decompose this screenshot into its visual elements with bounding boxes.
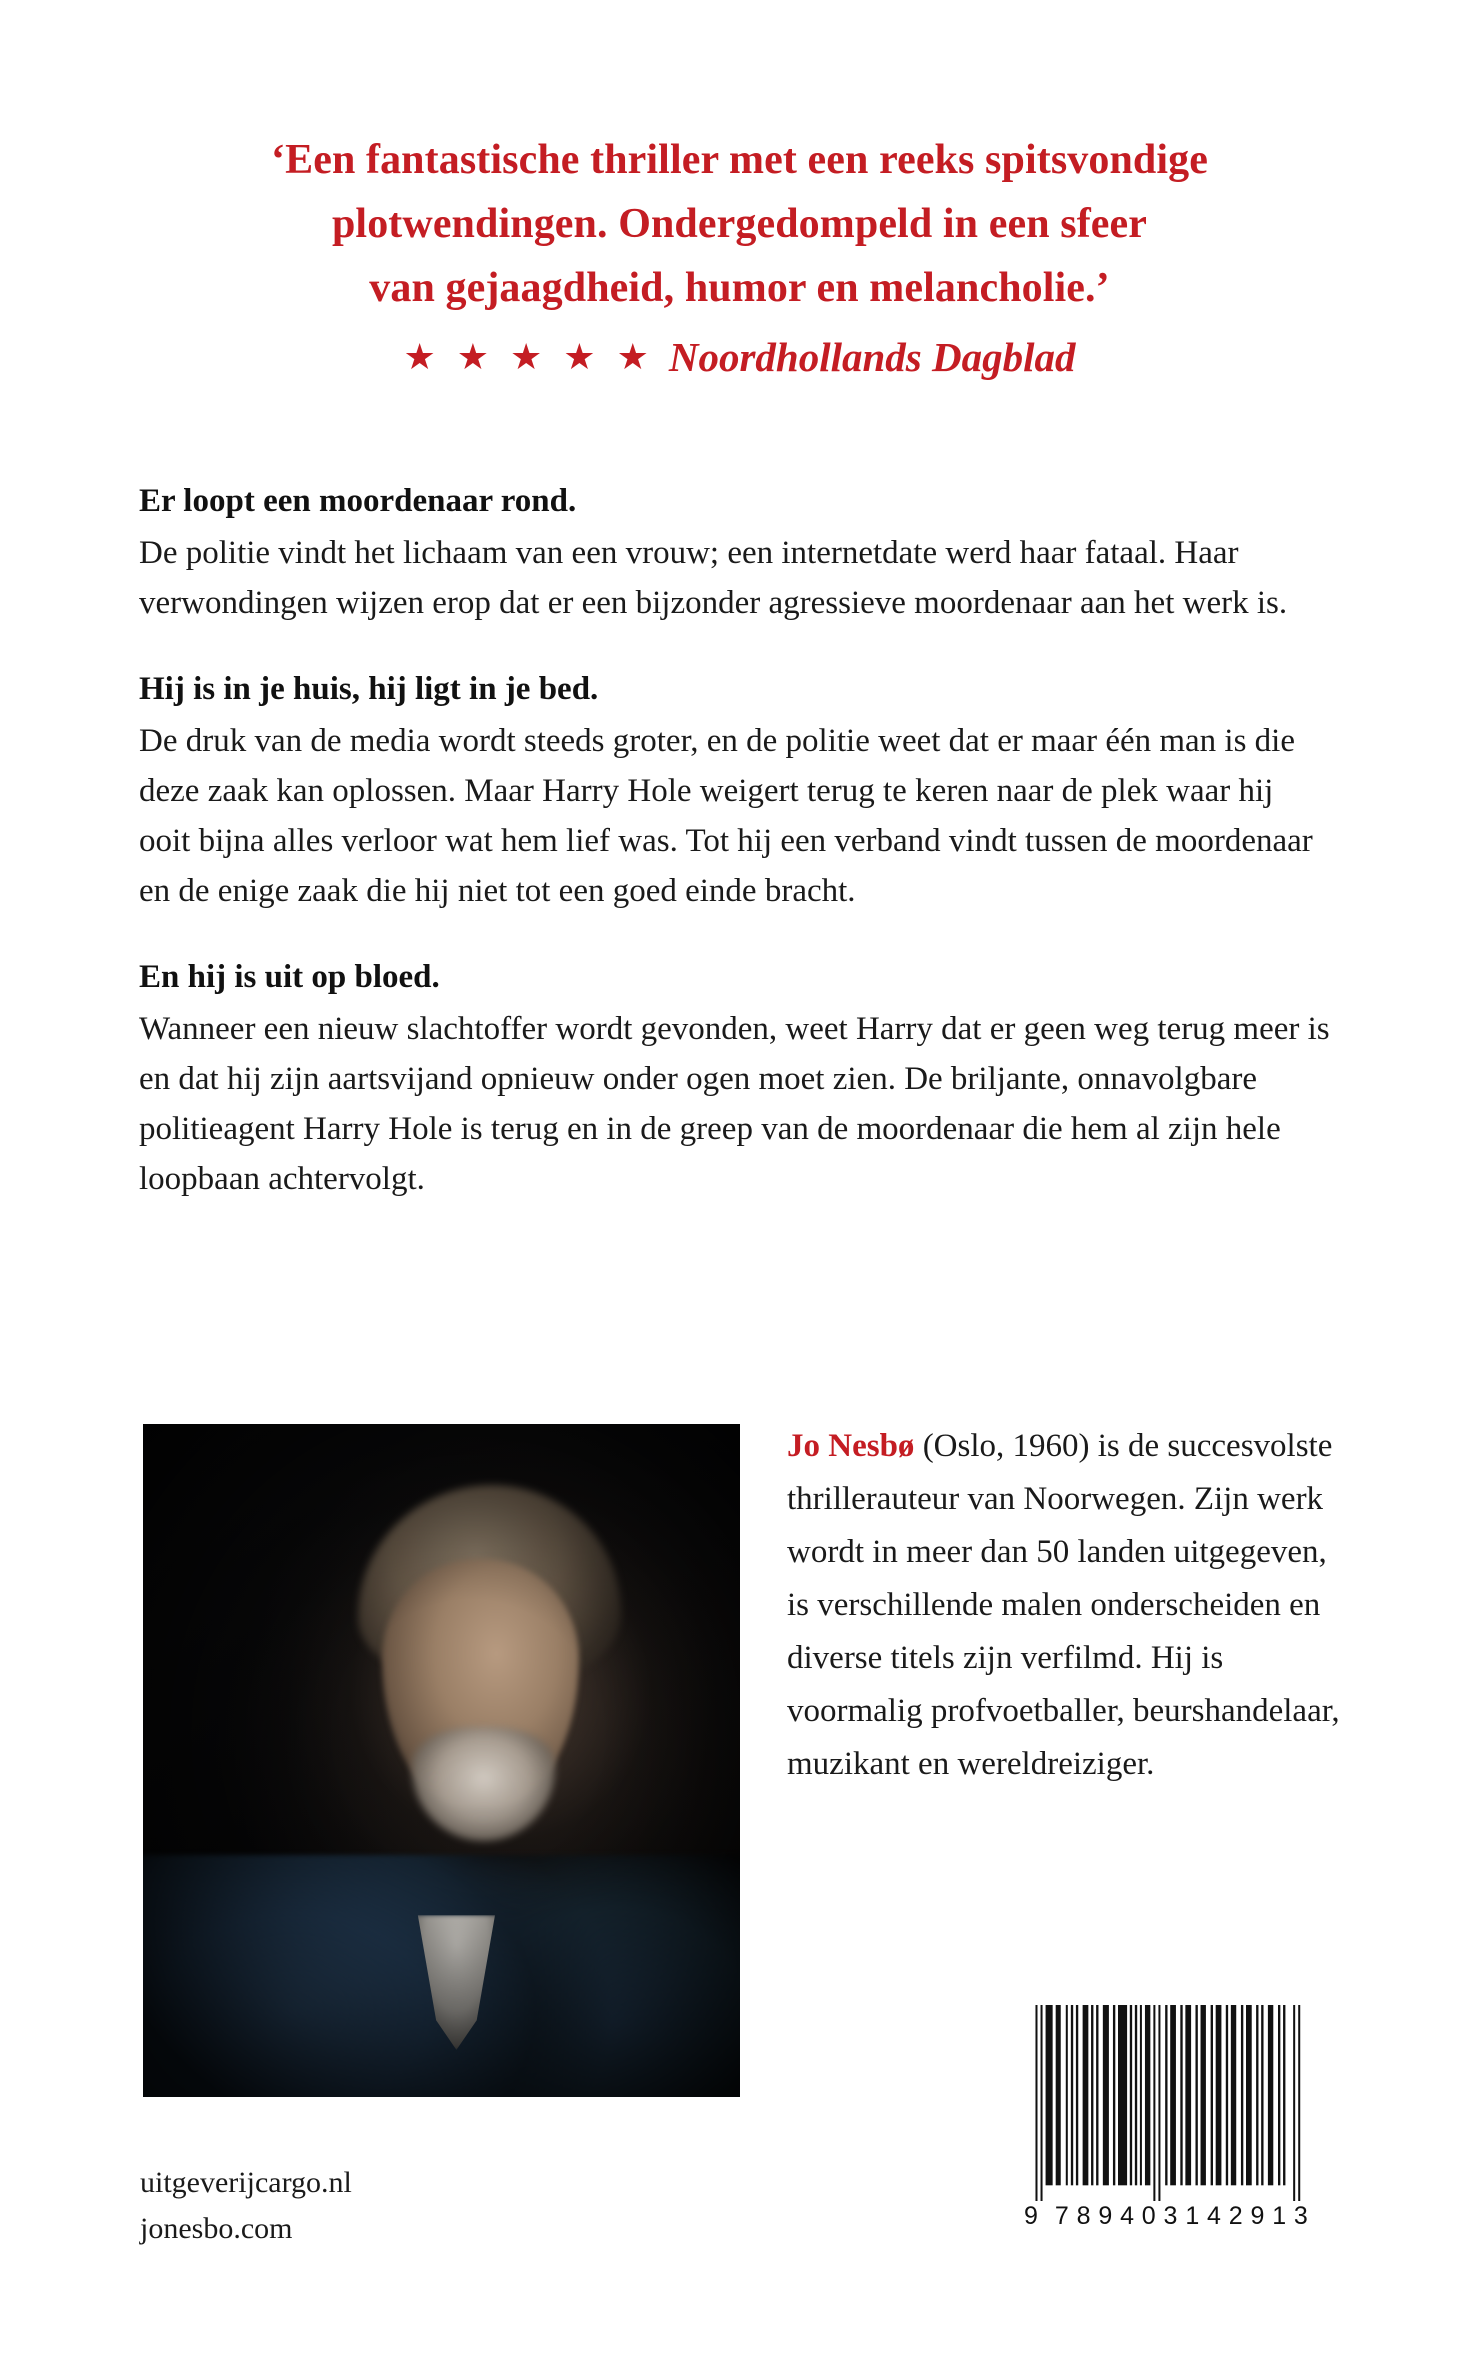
barcode-digit: 0 bbox=[1141, 2202, 1156, 2230]
blurb-text-2: De druk van de media wordt steeds groter, en de politie weet dat er maar één man is die deze zaak kan oplossen. Maar Harry Hole weigert terug te keren naar de plek waar hij ooit bijna alles verloor wat hem lief was. Tot hij een verband vindt tussen de moordenaar en de enige zaak die hij niet tot een goed einde bracht. bbox=[139, 723, 1313, 909]
barcode-digit: 8 bbox=[1076, 2202, 1091, 2230]
barcode-digit: 7 bbox=[1054, 2202, 1069, 2230]
barcode-digit: 9 bbox=[1250, 2202, 1265, 2230]
barcode-left-group bbox=[1051, 2202, 1181, 2231]
barcode-lead-digit: 9 bbox=[1024, 2202, 1038, 2230]
review-quote-line-1: ‘Een fantastische thriller met een reeks spitsvondige bbox=[271, 137, 1208, 183]
footer-links bbox=[140, 2160, 352, 2252]
barcode-tail-spacer bbox=[1312, 2202, 1342, 2231]
blurb-group-3 bbox=[139, 954, 1331, 1204]
review-quote-line-2: plotwendingen. Ondergedompeld in een sfeer bbox=[331, 201, 1148, 247]
review-quote-block bbox=[0, 128, 1479, 389]
author-bio-text: (Oslo, 1960) is de succesvolste thrillerauteur van Noorwegen. Zijn werk wordt in meer dan 50 landen uitgegeven, is verschillende malen onderscheiden en diverse titels zijn verfilmd. Hij is voormalig profvoetballer, beurshandelaar, muzikant en wereldreiziger. bbox=[787, 1428, 1340, 1782]
author-photo bbox=[143, 1424, 740, 2097]
barcode-digit: 1 bbox=[1185, 2202, 1200, 2230]
blurb-text-1: De politie vindt het lichaam van een vrouw; een internetdate werd haar fataal. Haar verwondingen wijzen erop dat er een bijzonder agressieve moordenaar aan het werk is. bbox=[139, 535, 1288, 621]
publisher-website-link[interactable]: uitgeverijcargo.nl bbox=[140, 2166, 352, 2199]
barcode-digit: 3 bbox=[1163, 2202, 1178, 2230]
review-quote-line-3: van gejaagdheid, humor en melancholie.’ bbox=[369, 265, 1110, 311]
author-website-link[interactable]: jonesbo.com bbox=[140, 2212, 293, 2245]
author-name: Jo Nesbø bbox=[787, 1428, 915, 1464]
blurb-group-2 bbox=[139, 666, 1331, 916]
blurb-heading-1: Er loopt een moordenaar rond. bbox=[139, 483, 577, 519]
barcode-digit: 4 bbox=[1207, 2202, 1221, 2230]
review-source: Noordhollands Dagblad bbox=[668, 334, 1076, 380]
blurb-text-3: Wanneer een nieuw slachtoffer wordt gevonden, weet Harry dat er geen weg terug meer is en dat hij zijn aartsvijand opnieuw onder ogen moet zien. De briljante, onnavolgbare politieagent Harry Hole is terug en in de greep van de moordenaar die hem al zijn hele loopbaan achtervolgt. bbox=[139, 1011, 1330, 1197]
barcode-right-group bbox=[1181, 2202, 1311, 2231]
barcode-digit: 4 bbox=[1120, 2202, 1134, 2230]
barcode-digits bbox=[1022, 2202, 1342, 2231]
photo-vignette bbox=[143, 1424, 740, 2097]
isbn-barcode bbox=[1022, 2005, 1342, 2231]
star-rating-icon: ★ ★ ★ ★ ★ bbox=[403, 337, 655, 377]
blurb-heading-3: En hij is uit op bloed. bbox=[139, 959, 440, 995]
author-bio bbox=[787, 1420, 1347, 1791]
barcode-digit: 1 bbox=[1272, 2202, 1287, 2230]
blurb-section bbox=[139, 478, 1331, 1204]
barcode-digit: 9 bbox=[1098, 2202, 1113, 2230]
barcode-bars-icon bbox=[1022, 2005, 1342, 2201]
review-rating-row bbox=[0, 326, 1479, 389]
blurb-heading-2: Hij is in je huis, hij ligt in je bed. bbox=[139, 671, 599, 707]
barcode-digit: 2 bbox=[1228, 2202, 1243, 2230]
blurb-group-1 bbox=[139, 478, 1331, 628]
barcode-digit: 3 bbox=[1293, 2202, 1308, 2230]
